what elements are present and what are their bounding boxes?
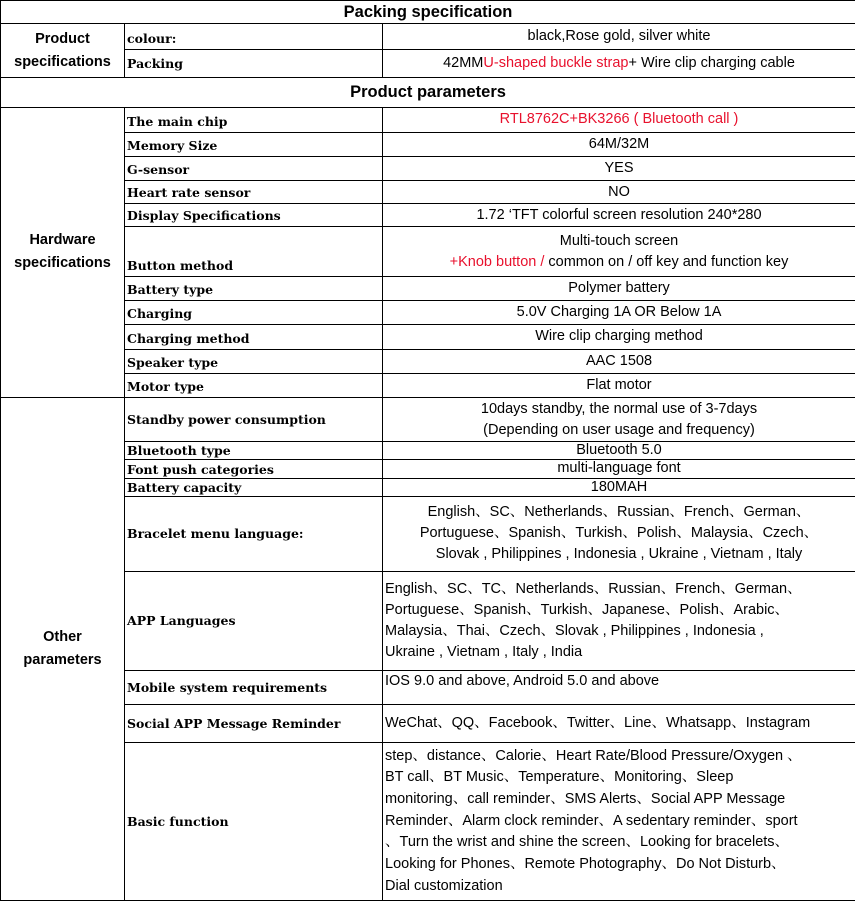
- hw-label: Battery type: [125, 277, 383, 300]
- other-parameters-label: Other parameters: [1, 398, 125, 901]
- mobile-req-label: Mobile system requirements: [125, 670, 383, 704]
- app-lang-line: Malaysia、Thai、Czech、Slovak , Philippines , Indonesia ,: [385, 622, 764, 639]
- hw-row: [1, 324, 855, 349]
- social-reminder-label: Social APP Message Reminder: [125, 704, 383, 742]
- social-reminder-row: [1, 704, 855, 742]
- basic-line: monitoring、call reminder、SMS Alerts、Social APP Message: [385, 790, 786, 807]
- hw-value: Wire clip charging method: [383, 324, 855, 349]
- hw-label: Heart rate sensor: [125, 180, 383, 203]
- button-method-rest: common on / off key and function key: [544, 253, 789, 270]
- packing-spec-title: Packing specification: [1, 1, 855, 24]
- basic-line: Looking for Phones、Remote Photography、Do Not Disturb、: [385, 856, 786, 873]
- hw-row: [1, 180, 855, 203]
- packing-prefix: 42MM: [443, 55, 484, 72]
- app-languages-label: APP Languages: [125, 572, 383, 671]
- hw-row: [1, 373, 855, 397]
- app-lang-line: Portuguese、Spanish、Turkish、Japanese、Polish、Arabic、: [385, 601, 790, 618]
- colour-row: [1, 24, 855, 50]
- bracelet-language-row: [1, 496, 855, 571]
- packing-suffix: + Wire clip charging cable: [628, 55, 795, 72]
- hw-value: 1.72 ‘TFT colorful screen resolution 240*280: [383, 204, 855, 227]
- font-row: [1, 460, 855, 478]
- basic-line: Reminder、Alarm clock reminder、A sedentary reminder、sport: [385, 812, 798, 829]
- social-reminder-value: WeChat、QQ、Facebook、Twitter、Line、Whatsapp、Instagram: [383, 704, 855, 742]
- hw-row: [1, 132, 855, 156]
- button-method-line2: [385, 252, 853, 273]
- hw-value: AAC 1508: [383, 349, 855, 373]
- hw-value: 64M/32M: [383, 132, 855, 156]
- bracelet-line: Portuguese、Spanish、Turkish、Polish、Malaysia、Czech、: [419, 525, 819, 542]
- packing-row: [1, 50, 855, 78]
- hw-value: NO: [383, 180, 855, 203]
- hw-label: Display Specifications: [125, 204, 383, 227]
- hw-row: [1, 156, 855, 180]
- hw-value: RTL8762C+BK3266 ( Bluetooth call ): [383, 107, 855, 132]
- hw-value: [383, 227, 855, 277]
- font-value: multi-language font: [383, 460, 855, 478]
- hardware-specifications-label: Hardware specifications: [1, 107, 125, 398]
- bracelet-language-value: [383, 496, 855, 571]
- hw-label: G-sensor: [125, 156, 383, 180]
- standby-value: [383, 398, 855, 442]
- app-languages-row: [1, 572, 855, 671]
- app-languages-value: [383, 572, 855, 671]
- product-parameters-title: Product parameters: [1, 78, 855, 107]
- font-label: Font push categories: [125, 460, 383, 478]
- basic-line: 、Turn the wrist and shine the screen、Looking for bracelets、: [385, 834, 790, 851]
- mobile-req-value: IOS 9.0 and above, Android 5.0 and above: [383, 670, 855, 704]
- packing-header-row: [1, 1, 855, 24]
- hw-value: YES: [383, 156, 855, 180]
- product-specifications-label: Product specifications: [1, 24, 125, 78]
- hw-value: Flat motor: [383, 373, 855, 397]
- bluetooth-value: Bluetooth 5.0: [383, 442, 855, 460]
- hw-value: Polymer battery: [383, 277, 855, 300]
- mobile-req-row: [1, 670, 855, 704]
- bracelet-line: English、SC、Netherlands、Russian、French、German、: [427, 504, 811, 521]
- hw-row: [1, 277, 855, 300]
- button-method-line1: Multi-touch screen: [559, 232, 679, 249]
- standby-line1: 10days standby, the normal use of 3-7days: [480, 400, 758, 417]
- hw-label: Button method: [125, 227, 383, 277]
- colour-label: colour:: [125, 24, 383, 50]
- standby-label: Standby power consumption: [125, 398, 383, 442]
- basic-line: Dial customization: [385, 877, 503, 894]
- packing-value: [383, 50, 855, 78]
- hw-row: [1, 204, 855, 227]
- hw-row: [1, 227, 855, 277]
- standby-line2: (Depending on user usage and frequency): [483, 421, 755, 438]
- hw-label: The main chip: [125, 107, 383, 132]
- hw-label: Memory Size: [125, 132, 383, 156]
- hw-label: Motor type: [125, 373, 383, 397]
- app-lang-line: Ukraine , Vietnam , Italy , India: [385, 643, 583, 660]
- hw-row: [1, 300, 855, 324]
- bracelet-language-label: Bracelet menu language:: [125, 496, 383, 571]
- basic-function-label: Basic function: [125, 742, 383, 900]
- bracelet-line: Slovak , Philippines , Indonesia , Ukraine , Vietnam , Italy: [435, 546, 803, 563]
- colour-value: black,Rose gold, silver white: [383, 24, 855, 50]
- basic-function-row: [1, 742, 855, 900]
- app-lang-line: English、SC、TC、Netherlands、Russian、French、German、: [385, 580, 802, 597]
- basic-line: BT call、BT Music、Temperature、Monitoring、Sleep: [385, 769, 734, 786]
- hw-label: Charging: [125, 300, 383, 324]
- hw-label: Speaker type: [125, 349, 383, 373]
- hw-label: Charging method: [125, 324, 383, 349]
- battery-capacity-row: [1, 478, 855, 496]
- bluetooth-label: Bluetooth type: [125, 442, 383, 460]
- bluetooth-row: [1, 442, 855, 460]
- basic-function-value: [383, 742, 855, 900]
- packing-highlight: U-shaped buckle strap: [483, 55, 629, 72]
- standby-row: [1, 398, 855, 442]
- packing-label: Packing: [125, 50, 383, 78]
- hw-row: [1, 107, 855, 132]
- params-header-row: [1, 78, 855, 107]
- knob-button-highlight: +Knob button /: [449, 253, 545, 270]
- basic-line: step、distance、Calorie、Heart Rate/Blood Pressure/Oxygen 、: [385, 747, 802, 764]
- battery-capacity-label: Battery capacity: [125, 478, 383, 496]
- hw-value: 5.0V Charging 1A OR Below 1A: [383, 300, 855, 324]
- hw-row: [1, 349, 855, 373]
- battery-capacity-value: 180MAH: [383, 478, 855, 496]
